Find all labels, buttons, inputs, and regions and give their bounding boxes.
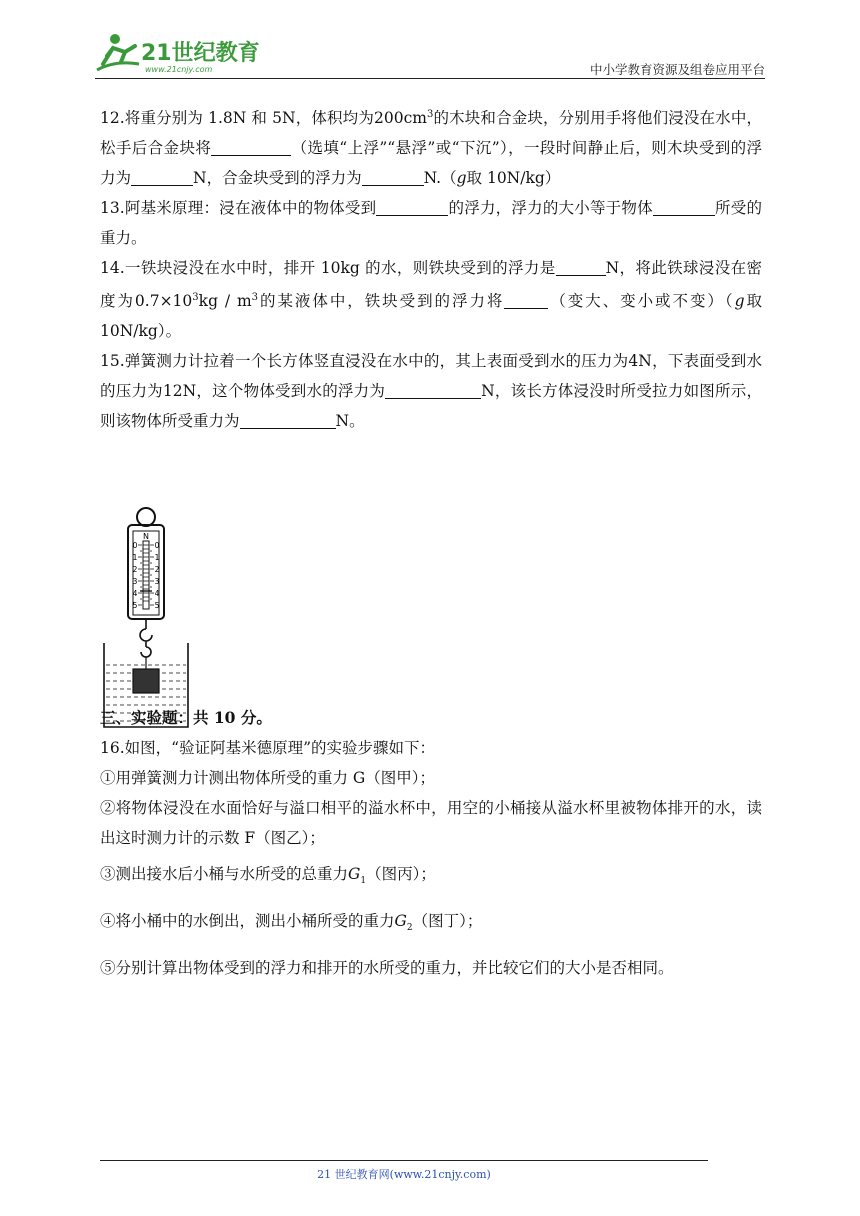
submerged-block (133, 669, 159, 693)
answer-blank[interactable] (504, 290, 548, 309)
scale-label-right: 1 (154, 553, 160, 562)
q12-unit: cm (403, 109, 427, 127)
answer-blank[interactable] (131, 167, 193, 186)
q12-g-symbol: g (456, 169, 467, 187)
q16-g1-symbol: G (348, 865, 361, 883)
answer-blank[interactable] (385, 380, 481, 399)
scale-label-right: 0 (154, 541, 160, 550)
answer-blank[interactable] (653, 197, 715, 216)
q15-force-top: 4N (628, 352, 652, 370)
q15-force-bottom: 12N (162, 382, 197, 400)
scale-label-left: 3 (132, 577, 138, 586)
q12-text-4: N，合金块受到的浮力为 (193, 169, 362, 187)
q16-step-4-text: ④将小桶中的水倒出，测出小桶所受的重力 (100, 912, 395, 930)
q14-density-unit-exponent: 3 (251, 292, 259, 303)
spring-scale-figure (98, 503, 194, 729)
q15-text-3: ，这个物体受到水的浮力为 (196, 382, 386, 400)
question-16-intro: 16.如图，“验证阿基米德原理”的实验步骤如下： (100, 739, 435, 757)
question-12 (100, 100, 762, 193)
q15-text-4: N，该长方体浸没时所受拉力如图所示，则该物体所受重力为 (100, 382, 762, 430)
q15-text-2: ，下表面受到水的压力为 (100, 352, 762, 400)
q16-g2-symbol: G (394, 912, 407, 930)
header-platform-text: 中小学教育资源及组卷应用平台 (589, 62, 765, 77)
scale-label-left: 1 (132, 553, 138, 562)
q16-step-5: ⑤分别计算出物体受到的浮力和排开的水所受的重力，并比较它们的大小是否相同。 (100, 959, 674, 977)
section-3-title: 三、实验题：共 10 分。 (100, 708, 272, 727)
logo-subtext: www.21cnjy.com (145, 65, 213, 74)
q13-text-1: 13.阿基米原理：浸在液体中的物体受到 (100, 199, 377, 217)
q14-density-value: 0.7×10 (134, 292, 193, 310)
figure-spacer (100, 436, 762, 703)
q16-step-3-text: ③测出接水后小桶与水所受的总重力 (100, 865, 349, 883)
scale-label-right: 3 (154, 577, 160, 586)
answer-blank[interactable] (211, 137, 291, 156)
scale-label-right: 5 (154, 601, 160, 610)
q16-step-1: ①用弹簧测力计测出物体所受的重力 G（图甲）； (100, 769, 436, 787)
logo-icon (95, 30, 265, 76)
q12-volume: 200 (373, 109, 404, 127)
scale-label-left: 2 (132, 565, 138, 574)
q13-text-2: 的浮力，浮力的大小等于物体 (448, 199, 653, 217)
q12-text-2: 的木块和合金块，分别用手将他们浸没在水中，松手后合金块将 (100, 109, 762, 157)
footer-text[interactable]: 21 世纪教育网(www.21cnjy.com) (317, 1168, 491, 1181)
answer-blank[interactable] (376, 197, 448, 216)
scale-label-left: 4 (132, 589, 138, 598)
header-divider (95, 78, 765, 79)
answer-blank[interactable] (556, 257, 606, 276)
page-header (95, 30, 765, 78)
q12-unit-exponent: 3 (426, 109, 434, 120)
spring-tube (143, 541, 149, 609)
q14-density-unit: kg / m (198, 292, 252, 310)
q16-step-3 (100, 859, 762, 896)
q14-text-2: N，将此铁球浸没在密度为 (100, 259, 762, 310)
q13-text-3: 所受的重力。 (100, 199, 762, 247)
footer-divider (100, 1160, 708, 1161)
q12-text-3: （选填“上浮”“悬浮”或“下沉”），一段时间静止后，则木块受到的浮力为 (100, 139, 762, 187)
q16-g1-subscript: 1 (360, 876, 367, 886)
document-content (100, 100, 762, 983)
answer-blank[interactable] (362, 167, 424, 186)
scale-label-right: 2 (154, 565, 160, 574)
q14-text-3: 的某液体中，铁块受到的浮力将 (258, 292, 505, 310)
scale-ring (137, 508, 155, 526)
q14-text-1: 14.一铁块浸没在水中时，排开 10kg 的水，则铁块受到的浮力是 (100, 259, 556, 277)
logo-text: 21世纪教育 (141, 41, 260, 66)
q12-text-1: 12.将重分别为 1.8N 和 5N，体积均为 (100, 109, 374, 127)
q14-text-5: 取 10N/kg）。 (100, 292, 762, 340)
question-15 (100, 346, 762, 436)
q16-step-3-tail: （图丙）； (366, 865, 436, 883)
q12-text-6: 取 10N/kg） (466, 169, 561, 187)
q15-text-1: 15.弹簧测力计拉着一个长方体竖直浸没在水中的，其上表面受到水的压力为 (100, 352, 629, 370)
scale-label-right: 4 (154, 589, 160, 598)
q15-text-5: N。 (335, 412, 365, 430)
q16-step-4 (100, 906, 762, 943)
q14-density-exponent: 3 (192, 292, 199, 303)
question-14 (100, 253, 762, 346)
answer-blank[interactable] (240, 410, 336, 429)
scale-unit-label: N (143, 532, 149, 541)
q12-text-5: N.（ (423, 169, 457, 187)
question-13 (100, 193, 762, 253)
scale-label-left: 5 (132, 601, 138, 610)
q14-text-4: （变大、变小或不变）（ (548, 292, 735, 310)
scale-label-left: 0 (132, 541, 138, 550)
q16-step-4-tail: （图丁）； (412, 912, 483, 930)
q16-g2-subscript: 2 (406, 923, 413, 933)
scale-hook (140, 619, 152, 657)
q16-step-2: ②将物体浸没在水面恰好与溢口相平的溢水杯中，用空的小桶接从溢水杯里被物体排开的水，读出这时测力计的示数 F（图乙）； (100, 799, 762, 847)
q14-g-symbol: g (734, 292, 745, 310)
